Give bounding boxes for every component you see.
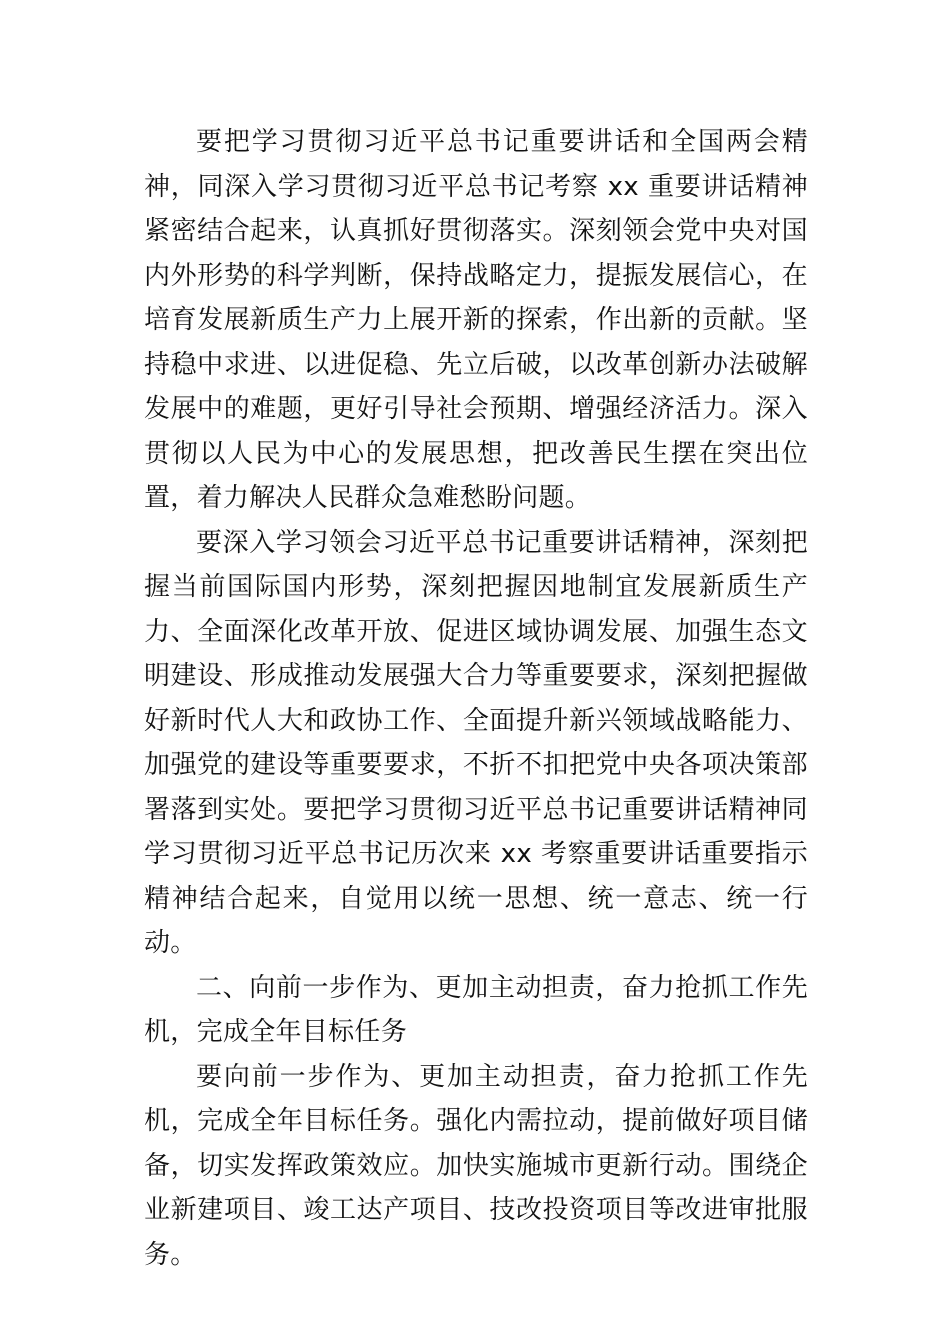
section-heading: 二、向前一步作为、更加主动担责，奋力抢抓工作先机，完成全年目标任务 — [144, 972, 808, 1047]
paragraph: 要把学习贯彻习近平总书记重要讲话和全国两会精神，同深入学习贯彻习近平总书记考察 xx 重要讲话精神紧密结合起来，认真抓好贯彻落实。深刻领会党中央对国内外形势的科学判断，保持战略定力，提振发展信心，在培育发展新质生产力上展开新的探索，作出新的贡献。坚持稳中求进、以进促稳、先立后破，以改革创新办法破解发展中的难题，更好引导社会预期、增强经济活力。深入贯彻以人民为中心的发展思想，把改善民生摆在突出位置，着力解决人民群众急难愁盼问题。 — [144, 127, 808, 513]
document-body — [144, 120, 808, 1277]
paragraph: 要向前一步作为、更加主动担责，奋力抢抓工作先机，完成全年目标任务。强化内需拉动，提前做好项目储备，切实发挥政策效应。加快实施城市更新行动。围绕企业新建项目、竣工达产项目、技改投资项目等改进审批服务。 — [144, 1061, 808, 1270]
paragraph: 要深入学习领会习近平总书记重要讲话精神，深刻把握当前国际国内形势，深刻把握因地制宜发展新质生产力、全面深化改革开放、促进区域协调发展、加强生态文明建设、形成推动发展强大合力等重要要求，深刻把握做好新时代人大和政协工作、全面提升新兴领域战略能力、加强党的建设等重要要求，不折不扣把党中央各项决策部署落到实处。要把学习贯彻习近平总书记重要讲话精神同学习贯彻习近平总书记历次来 xx 考察重要讲话重要指示精神结合起来，自觉用以统一思想、统一意志、统一行动。 — [144, 527, 808, 958]
